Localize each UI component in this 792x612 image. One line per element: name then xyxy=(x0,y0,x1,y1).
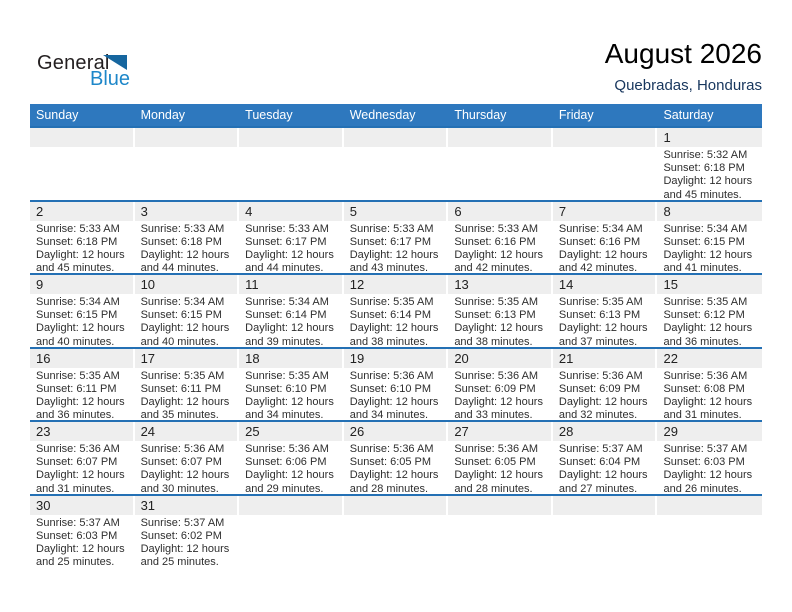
daylight-text: Daylight: 12 hours and 26 minutes. xyxy=(663,469,753,494)
day-details xyxy=(657,221,762,274)
day-number-band: 15 xyxy=(657,275,762,294)
sunset-text: Sunset: 6:15 PM xyxy=(140,309,222,322)
sunrise-text: Sunrise: 5:35 AM xyxy=(349,296,434,308)
day-number-band: 22 xyxy=(657,349,762,368)
day-details xyxy=(448,368,553,421)
daylight-text: Daylight: 12 hours and 31 minutes. xyxy=(663,395,753,420)
sunrise-text: Sunrise: 5:36 AM xyxy=(245,443,329,455)
sunset-text: Sunset: 6:07 PM xyxy=(140,456,222,469)
day-details xyxy=(135,515,240,568)
sunset-text: Sunset: 6:12 PM xyxy=(663,309,745,322)
day-details xyxy=(344,221,449,274)
sunrise-text: Sunrise: 5:35 AM xyxy=(558,296,643,308)
day-details xyxy=(239,368,344,421)
day-cell-15 xyxy=(657,275,762,347)
day-number-band xyxy=(30,128,133,147)
day-number-band: 11 xyxy=(239,275,342,294)
sunset-text: Sunset: 6:14 PM xyxy=(349,309,432,322)
week-row-3 xyxy=(30,273,762,347)
sunrise-text: Sunrise: 5:36 AM xyxy=(558,369,643,382)
day-number-band: 31 xyxy=(135,496,238,515)
day-number-band xyxy=(448,128,551,147)
sunset-text: Sunset: 6:03 PM xyxy=(36,529,118,542)
day-details xyxy=(448,441,553,494)
sunset-text: Sunset: 6:18 PM xyxy=(36,235,118,248)
daylight-text: Daylight: 12 hours and 27 minutes. xyxy=(558,469,648,494)
sunrise-text: Sunrise: 5:36 AM xyxy=(349,369,434,382)
day-number-band: 25 xyxy=(239,422,342,441)
day-number-band xyxy=(344,128,447,147)
day-number-band: 6 xyxy=(448,202,551,221)
day-cell-30 xyxy=(30,496,135,568)
day-number-band: 16 xyxy=(30,349,133,368)
day-details xyxy=(135,221,240,274)
sunset-text: Sunset: 6:13 PM xyxy=(558,309,641,322)
sunset-text: Sunset: 6:17 PM xyxy=(349,235,432,248)
sunset-text: Sunset: 6:17 PM xyxy=(245,235,327,248)
sunset-text: Sunset: 6:10 PM xyxy=(245,382,327,395)
sunset-text: Sunset: 6:10 PM xyxy=(349,382,432,395)
day-cell-empty xyxy=(344,128,449,200)
day-details xyxy=(239,221,344,274)
day-number-band: 1 xyxy=(657,128,762,147)
logo-text-general: General xyxy=(37,52,110,74)
day-details xyxy=(30,221,135,274)
sunset-text: Sunset: 6:06 PM xyxy=(245,456,327,469)
day-number-band: 26 xyxy=(344,422,447,441)
sunset-text: Sunset: 6:09 PM xyxy=(454,382,536,395)
daylight-text: Daylight: 12 hours and 40 minutes. xyxy=(140,322,230,347)
day-number-band: 24 xyxy=(135,422,238,441)
daylight-text: Daylight: 12 hours and 28 minutes. xyxy=(454,469,543,494)
sunrise-text: Sunrise: 5:36 AM xyxy=(454,369,539,382)
day-number-band: 8 xyxy=(657,202,762,221)
day-cell-25 xyxy=(239,422,344,494)
daylight-text: Daylight: 12 hours and 33 minutes. xyxy=(454,395,543,420)
day-cell-empty xyxy=(239,496,344,568)
location-subtitle: Quebradas, Honduras xyxy=(614,77,762,94)
daylight-text: Daylight: 12 hours and 35 minutes. xyxy=(140,395,230,420)
day-details xyxy=(448,221,553,274)
weekday-header-monday: Monday xyxy=(140,108,186,122)
day-number-band: 9 xyxy=(30,275,133,294)
weekday-header-row xyxy=(30,104,762,126)
sunrise-text: Sunrise: 5:32 AM xyxy=(663,149,748,161)
day-cell-7 xyxy=(553,202,658,274)
sunrise-text: Sunrise: 5:34 AM xyxy=(140,296,225,308)
day-number-band xyxy=(448,496,551,515)
sunrise-text: Sunrise: 5:36 AM xyxy=(349,443,434,455)
daylight-text: Daylight: 12 hours and 42 minutes. xyxy=(558,248,648,273)
day-number-band: 30 xyxy=(30,496,133,515)
sunset-text: Sunset: 6:04 PM xyxy=(558,456,641,469)
day-details xyxy=(135,294,240,347)
day-cell-24 xyxy=(135,422,240,494)
sunrise-text: Sunrise: 5:35 AM xyxy=(36,369,120,382)
day-cell-17 xyxy=(135,349,240,421)
day-details xyxy=(30,294,135,347)
day-number-band: 20 xyxy=(448,349,551,368)
daylight-text: Daylight: 12 hours and 36 minutes. xyxy=(36,395,125,420)
sunset-text: Sunset: 6:16 PM xyxy=(558,235,641,248)
day-details xyxy=(30,515,135,568)
sunrise-text: Sunrise: 5:33 AM xyxy=(349,222,434,235)
sunrise-text: Sunrise: 5:36 AM xyxy=(36,443,120,455)
day-details xyxy=(657,368,762,421)
day-cell-16 xyxy=(30,349,135,421)
day-cell-5 xyxy=(344,202,449,274)
sunset-text: Sunset: 6:02 PM xyxy=(140,529,222,542)
day-cell-empty xyxy=(344,496,449,568)
daylight-text: Daylight: 12 hours and 25 minutes. xyxy=(140,542,230,567)
day-number-band: 21 xyxy=(553,349,656,368)
sunset-text: Sunset: 6:05 PM xyxy=(454,456,536,469)
day-details xyxy=(30,441,135,494)
daylight-text: Daylight: 12 hours and 38 minutes. xyxy=(454,322,543,347)
weekday-header-friday: Friday xyxy=(558,108,594,122)
daylight-text: Daylight: 12 hours and 40 minutes. xyxy=(36,322,125,347)
day-cell-23 xyxy=(30,422,135,494)
day-number-band: 4 xyxy=(239,202,342,221)
daylight-text: Daylight: 12 hours and 32 minutes. xyxy=(558,395,648,420)
sunset-text: Sunset: 6:07 PM xyxy=(36,456,118,469)
daylight-text: Daylight: 12 hours and 44 minutes. xyxy=(245,248,334,273)
day-number-band: 23 xyxy=(30,422,133,441)
sunset-text: Sunset: 6:15 PM xyxy=(36,309,118,322)
day-details xyxy=(553,368,658,421)
day-cell-empty xyxy=(448,496,553,568)
day-number-band: 18 xyxy=(239,349,342,368)
sunrise-text: Sunrise: 5:34 AM xyxy=(245,296,329,308)
day-details xyxy=(553,441,658,494)
day-details xyxy=(239,294,344,347)
day-cell-19 xyxy=(344,349,449,421)
daylight-text: Daylight: 12 hours and 34 minutes. xyxy=(349,395,439,420)
daylight-text: Daylight: 12 hours and 28 minutes. xyxy=(349,469,439,494)
day-cell-11 xyxy=(239,275,344,347)
day-cell-18 xyxy=(239,349,344,421)
day-cell-31 xyxy=(135,496,240,568)
day-cell-empty xyxy=(135,128,240,200)
sunset-text: Sunset: 6:03 PM xyxy=(663,456,745,469)
day-cell-8 xyxy=(657,202,762,274)
day-number-band: 12 xyxy=(344,275,447,294)
day-details xyxy=(135,441,240,494)
daylight-text: Daylight: 12 hours and 38 minutes. xyxy=(349,322,439,347)
sunset-text: Sunset: 6:14 PM xyxy=(245,309,327,322)
week-row-5 xyxy=(30,420,762,494)
sunrise-text: Sunrise: 5:36 AM xyxy=(663,369,748,382)
daylight-text: Daylight: 12 hours and 37 minutes. xyxy=(558,322,648,347)
day-details xyxy=(344,441,449,494)
day-cell-1 xyxy=(657,128,762,200)
day-number-band: 2 xyxy=(30,202,133,221)
day-cell-29 xyxy=(657,422,762,494)
daylight-text: Daylight: 12 hours and 42 minutes. xyxy=(454,248,543,273)
sunset-text: Sunset: 6:18 PM xyxy=(140,235,222,248)
sunset-text: Sunset: 6:05 PM xyxy=(349,456,432,469)
sunrise-text: Sunrise: 5:35 AM xyxy=(140,369,225,382)
day-number-band: 28 xyxy=(553,422,656,441)
weekday-header-sunday: Sunday xyxy=(36,108,79,122)
day-details xyxy=(553,294,658,347)
weekday-header-wednesday: Wednesday xyxy=(349,108,416,122)
sunset-text: Sunset: 6:08 PM xyxy=(663,382,745,395)
sunset-text: Sunset: 6:18 PM xyxy=(663,162,745,175)
sunset-text: Sunset: 6:16 PM xyxy=(454,235,536,248)
day-cell-empty xyxy=(30,128,135,200)
day-number-band xyxy=(239,128,342,147)
week-row-4 xyxy=(30,347,762,421)
day-details xyxy=(657,294,762,347)
week-row-1 xyxy=(30,126,762,200)
logo-text-blue: Blue xyxy=(90,68,131,90)
weekday-header-thursday: Thursday xyxy=(454,108,507,122)
day-number-band: 19 xyxy=(344,349,447,368)
day-details xyxy=(344,294,449,347)
day-number-band: 29 xyxy=(657,422,762,441)
sunrise-text: Sunrise: 5:33 AM xyxy=(140,222,225,235)
daylight-text: Daylight: 12 hours and 36 minutes. xyxy=(663,322,753,347)
day-number-band: 14 xyxy=(553,275,656,294)
daylight-text: Daylight: 12 hours and 45 minutes. xyxy=(663,175,753,200)
day-cell-empty xyxy=(448,128,553,200)
day-number-band: 3 xyxy=(135,202,238,221)
daylight-text: Daylight: 12 hours and 25 minutes. xyxy=(36,542,125,567)
day-details xyxy=(135,368,240,421)
daylight-text: Daylight: 12 hours and 39 minutes. xyxy=(245,322,334,347)
day-number-band: 17 xyxy=(135,349,238,368)
day-number-band xyxy=(657,496,762,515)
day-number-band xyxy=(553,128,656,147)
day-cell-2 xyxy=(30,202,135,274)
day-details xyxy=(30,368,135,421)
day-cell-12 xyxy=(344,275,449,347)
day-cell-empty xyxy=(239,128,344,200)
sunrise-text: Sunrise: 5:35 AM xyxy=(663,296,748,308)
day-cell-22 xyxy=(657,349,762,421)
day-cell-3 xyxy=(135,202,240,274)
day-cell-empty xyxy=(553,128,658,200)
sunrise-text: Sunrise: 5:34 AM xyxy=(558,222,643,235)
sunrise-text: Sunrise: 5:35 AM xyxy=(454,296,539,308)
sunrise-text: Sunrise: 5:34 AM xyxy=(663,222,748,235)
day-details xyxy=(657,147,762,200)
day-number-band: 27 xyxy=(448,422,551,441)
daylight-text: Daylight: 12 hours and 31 minutes. xyxy=(36,469,125,494)
sunrise-text: Sunrise: 5:37 AM xyxy=(36,516,120,529)
daylight-text: Daylight: 12 hours and 44 minutes. xyxy=(140,248,230,273)
day-details xyxy=(344,368,449,421)
sunset-text: Sunset: 6:11 PM xyxy=(36,382,117,395)
day-cell-21 xyxy=(553,349,658,421)
daylight-text: Daylight: 12 hours and 43 minutes. xyxy=(349,248,439,273)
sunset-text: Sunset: 6:15 PM xyxy=(663,235,745,248)
calendar-grid xyxy=(30,104,762,567)
sunrise-text: Sunrise: 5:36 AM xyxy=(454,443,539,455)
sunset-text: Sunset: 6:13 PM xyxy=(454,309,536,322)
day-number-band xyxy=(344,496,447,515)
daylight-text: Daylight: 12 hours and 34 minutes. xyxy=(245,395,334,420)
day-cell-10 xyxy=(135,275,240,347)
week-row-6 xyxy=(30,494,762,568)
daylight-text: Daylight: 12 hours and 41 minutes. xyxy=(663,248,753,273)
sunrise-text: Sunrise: 5:35 AM xyxy=(245,369,329,382)
sunrise-text: Sunrise: 5:33 AM xyxy=(36,222,120,235)
day-number-band: 5 xyxy=(344,202,447,221)
day-cell-9 xyxy=(30,275,135,347)
day-details xyxy=(553,221,658,274)
day-cell-14 xyxy=(553,275,658,347)
day-number-band xyxy=(239,496,342,515)
day-details xyxy=(239,441,344,494)
day-number-band xyxy=(135,128,238,147)
sunset-text: Sunset: 6:11 PM xyxy=(140,382,222,395)
sunrise-text: Sunrise: 5:34 AM xyxy=(36,296,120,308)
day-details xyxy=(657,441,762,494)
day-cell-26 xyxy=(344,422,449,494)
day-number-band: 13 xyxy=(448,275,551,294)
sunrise-text: Sunrise: 5:37 AM xyxy=(558,443,643,455)
week-row-2 xyxy=(30,200,762,274)
sunrise-text: Sunrise: 5:33 AM xyxy=(245,222,329,235)
day-cell-27 xyxy=(448,422,553,494)
day-cell-6 xyxy=(448,202,553,274)
day-cell-28 xyxy=(553,422,658,494)
weekday-header-tuesday: Tuesday xyxy=(245,108,293,122)
day-cell-13 xyxy=(448,275,553,347)
weeks-container xyxy=(30,126,762,567)
general-blue-logo xyxy=(37,52,147,92)
sunset-text: Sunset: 6:09 PM xyxy=(558,382,641,395)
day-details xyxy=(448,294,553,347)
day-number-band xyxy=(553,496,656,515)
day-number-band: 7 xyxy=(553,202,656,221)
daylight-text: Daylight: 12 hours and 45 minutes. xyxy=(36,248,125,273)
day-cell-empty xyxy=(657,496,762,568)
day-cell-empty xyxy=(553,496,658,568)
sunrise-text: Sunrise: 5:36 AM xyxy=(140,443,225,455)
weekday-header-saturday: Saturday xyxy=(663,108,714,122)
page-title: August 2026 xyxy=(604,38,762,69)
day-cell-4 xyxy=(239,202,344,274)
day-number-band: 10 xyxy=(135,275,238,294)
daylight-text: Daylight: 12 hours and 29 minutes. xyxy=(245,469,334,494)
sunrise-text: Sunrise: 5:37 AM xyxy=(663,443,748,455)
sunrise-text: Sunrise: 5:37 AM xyxy=(140,516,225,529)
day-cell-20 xyxy=(448,349,553,421)
daylight-text: Daylight: 12 hours and 30 minutes. xyxy=(140,469,230,494)
sunrise-text: Sunrise: 5:33 AM xyxy=(454,222,539,235)
